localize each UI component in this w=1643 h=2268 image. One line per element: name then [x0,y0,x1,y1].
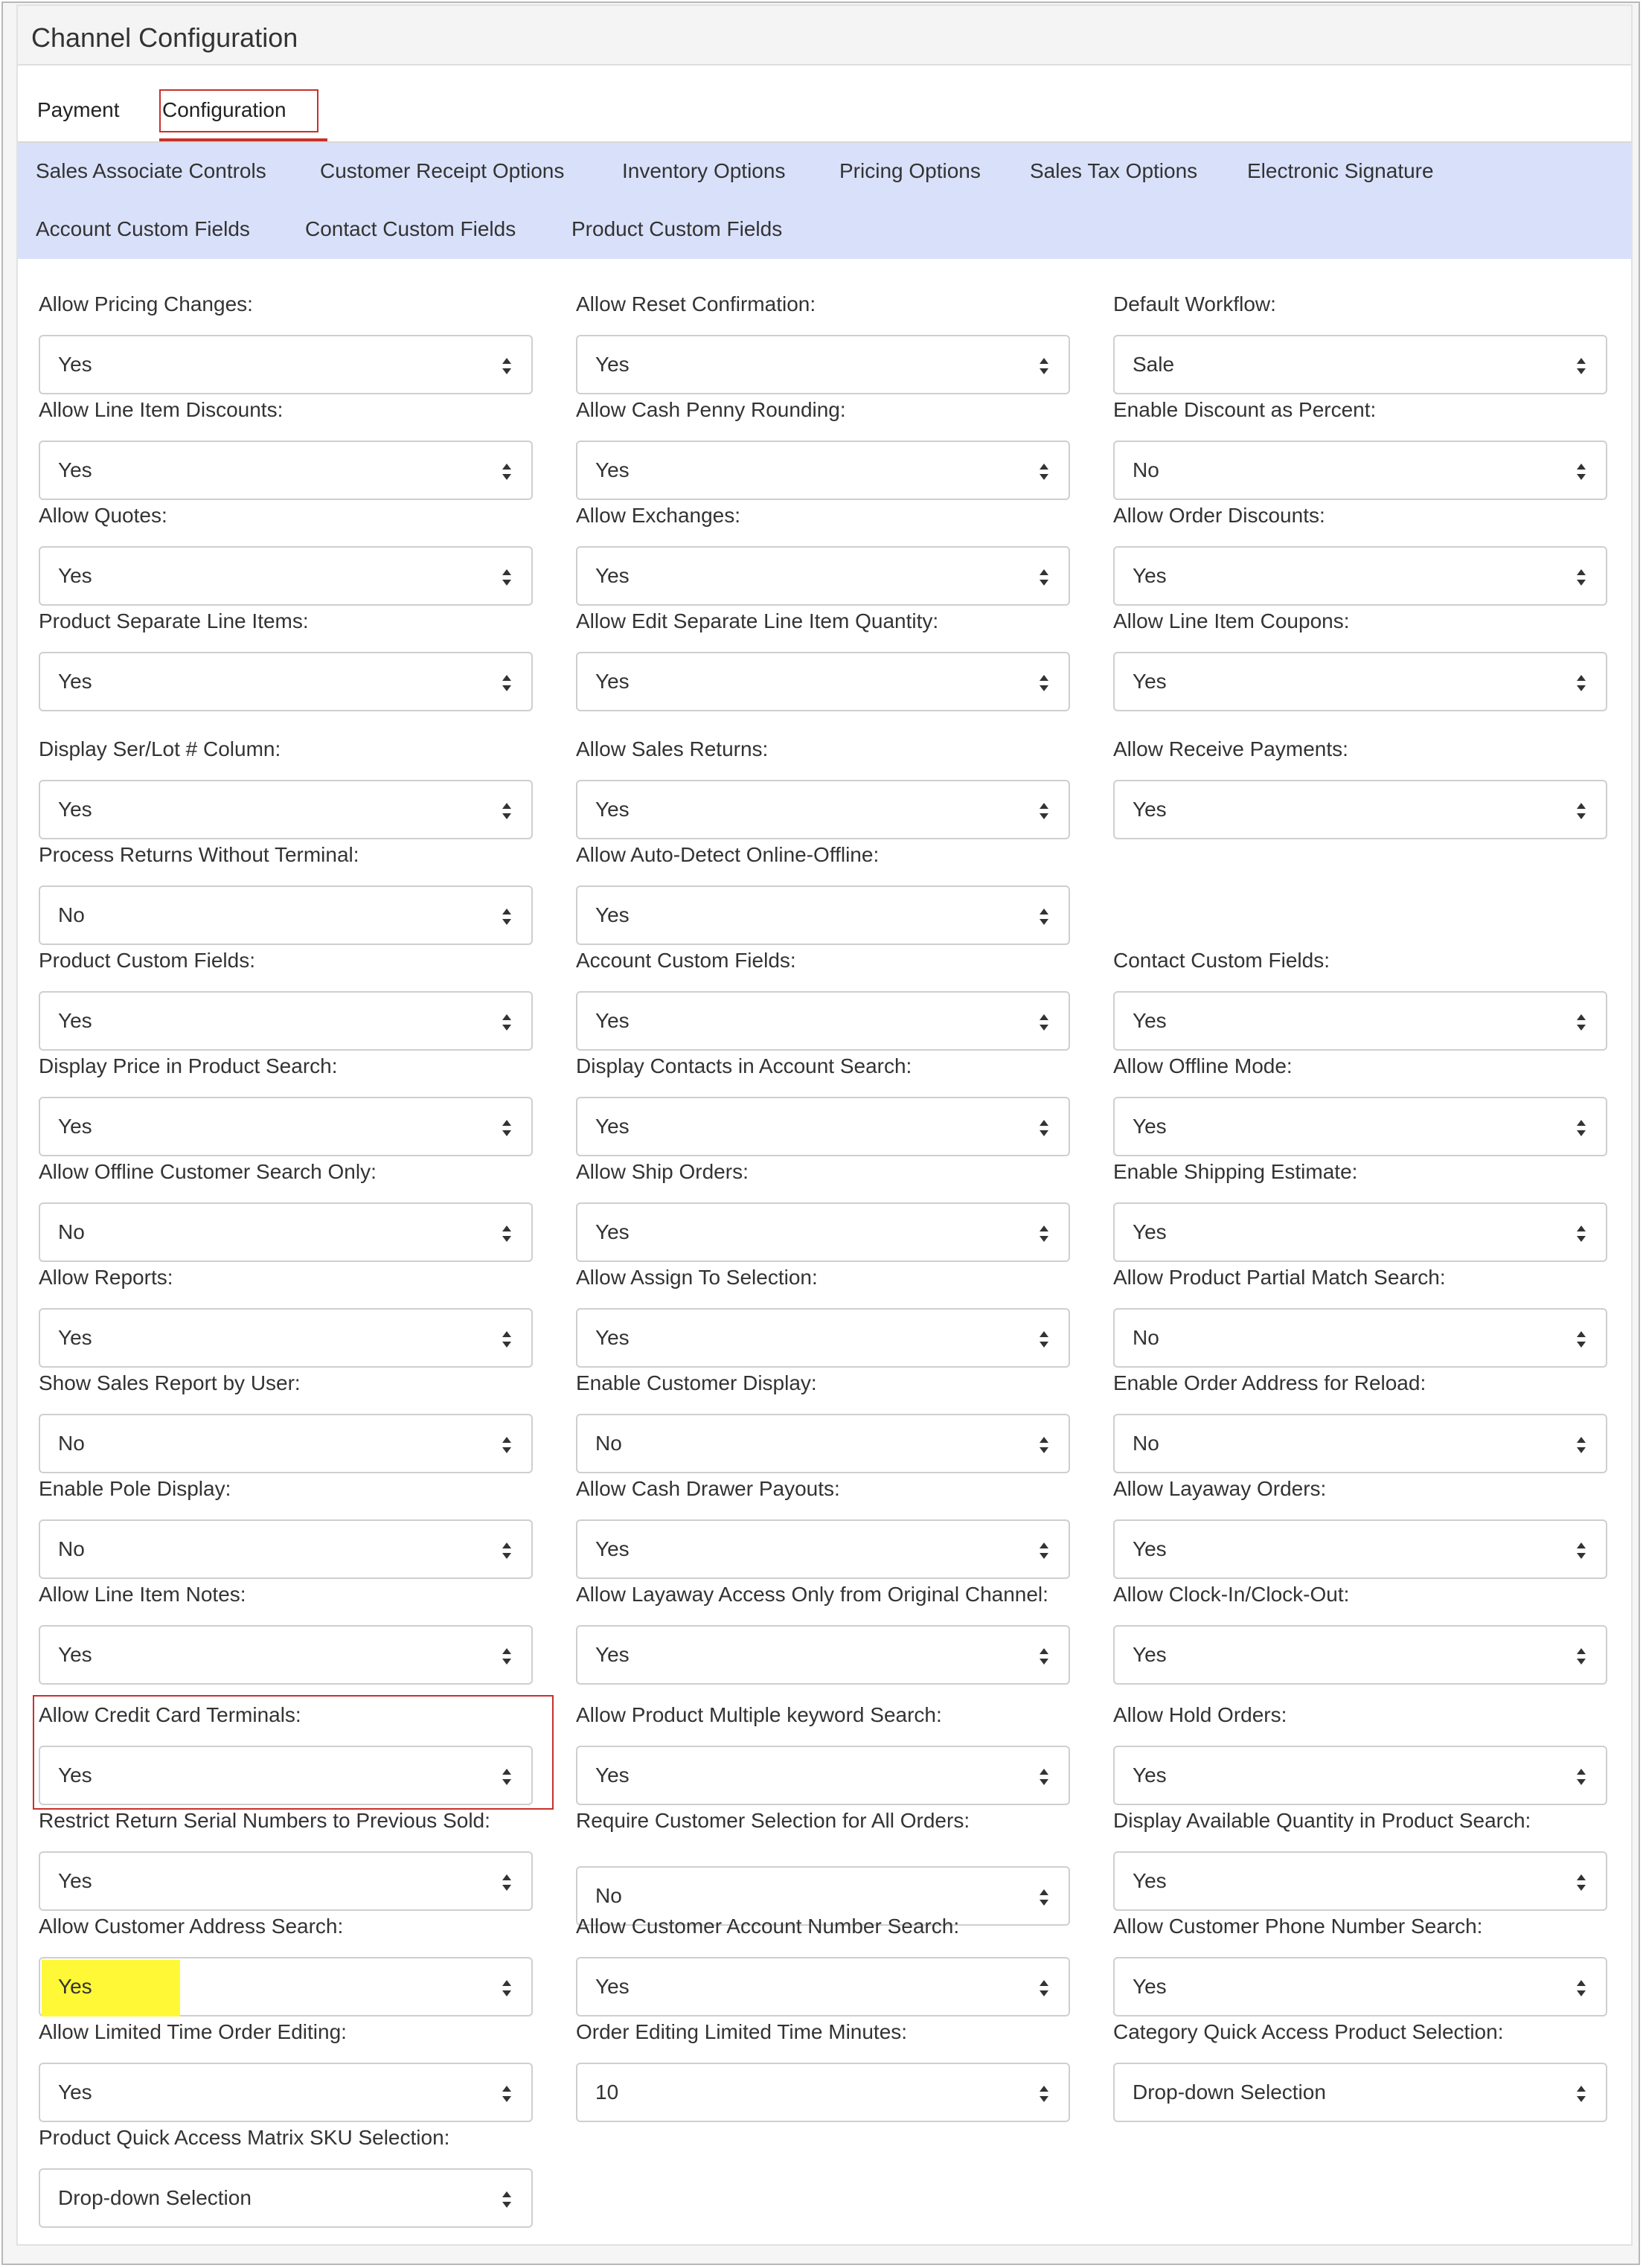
allow-cash-penny-rounding-value: Yes [595,458,630,481]
restrict-return-serial-numbers-to-previous-sold-select[interactable] [39,1851,533,1911]
select-updown-icon [502,1541,512,1560]
display-ser-lot-column-label: Display Ser/Lot # Column: [39,737,281,760]
product-custom-fields-value: Yes [58,1009,92,1032]
select-updown-icon [502,2190,512,2209]
select-updown-icon [1039,673,1049,693]
display-available-quantity-in-product-search-value: Yes [1133,1869,1167,1892]
subnav-sales-tax-options[interactable]: Sales Tax Options [1030,159,1198,182]
select-updown-icon [1576,1013,1586,1032]
allow-layaway-access-only-from-original-channel-select[interactable] [576,1625,1070,1685]
allow-order-discounts-label: Allow Order Discounts: [1113,504,1325,527]
allow-reset-confirmation-select[interactable] [576,335,1070,394]
allow-line-item-discounts-select[interactable] [39,441,533,500]
select-updown-icon [1039,1541,1049,1560]
select-updown-icon [1039,1888,1049,1907]
select-updown-icon [502,1224,512,1243]
allow-layaway-orders-select[interactable] [1113,1519,1607,1579]
require-customer-selection-for-all-orders-label: Require Customer Selection for All Orders: [576,1809,970,1832]
select-updown-icon [1039,907,1049,926]
channel-configuration-panel [16,4,1633,2246]
title-bar [18,6,1631,65]
select-updown-icon [1576,1767,1586,1787]
allow-ship-orders-label: Allow Ship Orders: [576,1160,749,1183]
allow-layaway-access-only-from-original-channel-label: Allow Layaway Access Only from Original Channel: [576,1583,1048,1606]
enable-customer-display-value: No [595,1432,622,1455]
display-contacts-in-account-search-label: Display Contacts in Account Search: [576,1054,912,1077]
allow-sales-returns-value: Yes [595,798,630,821]
allow-edit-separate-line-item-quantity-select[interactable] [576,652,1070,711]
allow-product-multiple-keyword-search-value: Yes [595,1764,630,1787]
restrict-return-serial-numbers-to-previous-sold-value: Yes [58,1869,92,1892]
display-price-in-product-search-select[interactable] [39,1097,533,1156]
allow-product-partial-match-search-value: No [1133,1326,1159,1349]
allow-hold-orders-select[interactable] [1113,1746,1607,1805]
select-updown-icon [1576,801,1586,821]
select-updown-icon [1576,2084,1586,2104]
select-updown-icon [502,462,512,481]
order-editing-limited-time-minutes-value: 10 [595,2080,619,2104]
product-separate-line-items-label: Product Separate Line Items: [39,609,309,632]
subnav-electronic-signature[interactable]: Electronic Signature [1247,159,1434,182]
allow-customer-account-number-search-value: Yes [595,1975,630,1998]
allow-clock-in-clock-out-select[interactable] [1113,1625,1607,1685]
contact-custom-fields-select[interactable] [1113,991,1607,1051]
allow-layaway-orders-value: Yes [1133,1537,1167,1560]
select-updown-icon [1576,1979,1586,1998]
order-editing-limited-time-minutes-label: Order Editing Limited Time Minutes: [576,2020,908,2043]
allow-hold-orders-value: Yes [1133,1764,1167,1787]
allow-assign-to-selection-select[interactable] [576,1308,1070,1368]
select-updown-icon [1039,1767,1049,1787]
display-price-in-product-search-label: Display Price in Product Search: [39,1054,338,1077]
contact-custom-fields-label: Contact Custom Fields: [1113,949,1330,972]
allow-customer-address-search-select[interactable] [39,1957,533,2016]
default-workflow-value: Sale [1133,353,1175,376]
select-updown-icon [502,1873,512,1892]
allow-offline-customer-search-only-label: Allow Offline Customer Search Only: [39,1160,377,1183]
select-updown-icon [502,1979,512,1998]
select-updown-icon [1576,1541,1586,1560]
allow-limited-time-order-editing-select[interactable] [39,2063,533,2122]
allow-customer-account-number-search-select[interactable] [576,1957,1070,2016]
allow-exchanges-value: Yes [595,564,630,587]
select-updown-icon [1576,673,1586,693]
allow-reset-confirmation-value: Yes [595,353,630,376]
enable-discount-as-percent-label: Enable Discount as Percent: [1113,398,1377,421]
allow-offline-mode-label: Allow Offline Mode: [1113,1054,1293,1077]
select-updown-icon [1039,1224,1049,1243]
display-available-quantity-in-product-search-label: Display Available Quantity in Product Search: [1113,1809,1531,1832]
contact-custom-fields-value: Yes [1133,1009,1167,1032]
allow-limited-time-order-editing-label: Allow Limited Time Order Editing: [39,2020,347,2043]
enable-shipping-estimate-select[interactable] [1113,1202,1607,1262]
select-updown-icon [1039,1013,1049,1032]
select-updown-icon [1576,356,1586,376]
allow-line-item-notes-value: Yes [58,1643,92,1666]
select-updown-icon [1576,1435,1586,1455]
subnav-product-custom-fields[interactable]: Product Custom Fields [571,217,783,240]
product-quick-access-matrix-sku-selection-label: Product Quick Access Matrix SKU Selection: [39,2126,450,2149]
enable-discount-as-percent-select[interactable] [1113,441,1607,500]
select-updown-icon [502,1647,512,1666]
allow-edit-separate-line-item-quantity-label: Allow Edit Separate Line Item Quantity: [576,609,939,632]
select-updown-icon [1039,1118,1049,1138]
allow-quotes-select[interactable] [39,546,533,606]
allow-product-partial-match-search-label: Allow Product Partial Match Search: [1113,1266,1446,1289]
select-updown-icon [502,801,512,821]
allow-quotes-label: Allow Quotes: [39,504,167,527]
default-workflow-label: Default Workflow: [1113,292,1276,315]
select-updown-icon [1039,801,1049,821]
allow-order-discounts-value: Yes [1133,564,1167,587]
default-workflow-select[interactable] [1113,335,1607,394]
allow-clock-in-clock-out-value: Yes [1133,1643,1167,1666]
allow-quotes-value: Yes [58,564,92,587]
category-quick-access-product-selection-label: Category Quick Access Product Selection: [1113,2020,1504,2043]
require-customer-selection-for-all-orders-value: No [595,1884,622,1907]
display-available-quantity-in-product-search-select[interactable] [1113,1851,1607,1911]
display-ser-lot-column-select[interactable] [39,780,533,839]
process-returns-without-terminal-label: Process Returns Without Terminal: [39,843,359,866]
tab-configuration[interactable]: Configuration [162,98,286,121]
allow-pricing-changes-label: Allow Pricing Changes: [39,292,253,315]
process-returns-without-terminal-value: No [58,903,85,926]
select-updown-icon [502,1330,512,1349]
category-quick-access-product-selection-select[interactable] [1113,2063,1607,2122]
display-contacts-in-account-search-select[interactable] [576,1097,1070,1156]
allow-receive-payments-value: Yes [1133,798,1167,821]
account-custom-fields-value: Yes [595,1009,630,1032]
allow-product-multiple-keyword-search-label: Allow Product Multiple keyword Search: [576,1703,942,1726]
enable-shipping-estimate-label: Enable Shipping Estimate: [1113,1160,1358,1183]
allow-product-multiple-keyword-search-select[interactable] [576,1746,1070,1805]
select-updown-icon [502,907,512,926]
allow-cash-drawer-payouts-value: Yes [595,1537,630,1560]
enable-order-address-for-reload-value: No [1133,1432,1159,1455]
allow-pricing-changes-select[interactable] [39,335,533,394]
product-quick-access-matrix-sku-selection-select[interactable] [39,2168,533,2228]
allow-pricing-changes-value: Yes [58,353,92,376]
allow-receive-payments-label: Allow Receive Payments: [1113,737,1348,760]
allow-reports-value: Yes [58,1326,92,1349]
credit-card-terminals-highlight [33,1695,554,1810]
enable-discount-as-percent-value: No [1133,458,1159,481]
select-updown-icon [1039,1330,1049,1349]
select-updown-icon [1576,1118,1586,1138]
select-updown-icon [502,1118,512,1138]
allow-assign-to-selection-value: Yes [595,1326,630,1349]
select-updown-icon [502,356,512,376]
allow-reports-label: Allow Reports: [39,1266,173,1289]
allow-sales-returns-label: Allow Sales Returns: [576,737,769,760]
allow-assign-to-selection-label: Allow Assign To Selection: [576,1266,818,1289]
show-sales-report-by-user-label: Show Sales Report by User: [39,1371,301,1394]
allow-line-item-discounts-value: Yes [58,458,92,481]
allow-exchanges-label: Allow Exchanges: [576,504,741,527]
select-updown-icon [502,1435,512,1455]
enable-customer-display-select[interactable] [576,1414,1070,1473]
select-updown-icon [1576,1224,1586,1243]
enable-pole-display-label: Enable Pole Display: [39,1477,231,1500]
subnav-contact-custom-fields[interactable]: Contact Custom Fields [305,217,516,240]
select-updown-icon [1039,356,1049,376]
allow-cash-drawer-payouts-label: Allow Cash Drawer Payouts: [576,1477,840,1500]
enable-pole-display-select[interactable] [39,1519,533,1579]
account-custom-fields-select[interactable] [576,991,1070,1051]
allow-cash-penny-rounding-label: Allow Cash Penny Rounding: [576,398,846,421]
allow-auto-detect-online-offline-select[interactable] [576,885,1070,945]
select-updown-icon [1039,2084,1049,2104]
select-updown-icon [1039,568,1049,587]
display-ser-lot-column-value: Yes [58,798,92,821]
allow-cash-penny-rounding-select[interactable] [576,441,1070,500]
allow-reset-confirmation-label: Allow Reset Confirmation: [576,292,816,315]
allow-line-item-discounts-label: Allow Line Item Discounts: [39,398,284,421]
page-title: Channel Configuration [31,22,298,53]
show-sales-report-by-user-select[interactable] [39,1414,533,1473]
allow-auto-detect-online-offline-value: Yes [595,903,630,926]
subnav-sales-associate-controls[interactable]: Sales Associate Controls [36,159,266,182]
display-price-in-product-search-value: Yes [58,1115,92,1138]
allow-layaway-access-only-from-original-channel-value: Yes [595,1643,630,1666]
select-updown-icon [1576,568,1586,587]
enable-shipping-estimate-value: Yes [1133,1220,1167,1243]
allow-product-partial-match-search-select[interactable] [1113,1308,1607,1368]
allow-offline-mode-value: Yes [1133,1115,1167,1138]
product-custom-fields-label: Product Custom Fields: [39,949,255,972]
display-contacts-in-account-search-value: Yes [595,1115,630,1138]
allow-line-item-notes-label: Allow Line Item Notes: [39,1583,246,1606]
enable-order-address-for-reload-select[interactable] [1113,1414,1607,1473]
select-updown-icon [502,673,512,693]
subnav-account-custom-fields[interactable]: Account Custom Fields [36,217,250,240]
restrict-return-serial-numbers-to-previous-sold-label: Restrict Return Serial Numbers to Previous Sold: [39,1809,490,1832]
allow-line-item-coupons-select[interactable] [1113,652,1607,711]
select-updown-icon [1039,1979,1049,1998]
allow-line-item-coupons-label: Allow Line Item Coupons: [1113,609,1350,632]
allow-ship-orders-select[interactable] [576,1202,1070,1262]
select-updown-icon [502,568,512,587]
allow-sales-returns-select[interactable] [576,780,1070,839]
subnav-customer-receipt-options[interactable]: Customer Receipt Options [320,159,565,182]
select-updown-icon [1039,462,1049,481]
select-updown-icon [502,2084,512,2104]
allow-customer-phone-number-search-value: Yes [1133,1975,1167,1998]
category-quick-access-product-selection-value: Drop-down Selection [1133,2080,1326,2104]
enable-customer-display-label: Enable Customer Display: [576,1371,817,1394]
allow-clock-in-clock-out-label: Allow Clock-In/Clock-Out: [1113,1583,1350,1606]
allow-customer-phone-number-search-label: Allow Customer Phone Number Search: [1113,1915,1483,1938]
allow-customer-phone-number-search-select[interactable] [1113,1957,1607,2016]
product-custom-fields-select[interactable] [39,991,533,1051]
product-quick-access-matrix-sku-selection-value: Drop-down Selection [58,2186,252,2209]
allow-offline-customer-search-only-value: No [58,1220,85,1243]
allow-hold-orders-label: Allow Hold Orders: [1113,1703,1287,1726]
allow-customer-address-search-label: Allow Customer Address Search: [39,1915,344,1938]
tab-payment[interactable]: Payment [37,98,120,121]
enable-pole-display-value: No [58,1537,85,1560]
allow-limited-time-order-editing-value: Yes [58,2080,92,2104]
allow-order-discounts-select[interactable] [1113,546,1607,606]
allow-offline-customer-search-only-select[interactable] [39,1202,533,1262]
select-updown-icon [1039,1647,1049,1666]
allow-receive-payments-select[interactable] [1113,780,1607,839]
subnav-inventory-options[interactable]: Inventory Options [622,159,786,182]
allow-credit-card-terminals-label: Allow Credit Card Terminals: [39,1703,301,1726]
allow-edit-separate-line-item-quantity-value: Yes [595,670,630,693]
subnav-pricing-options[interactable]: Pricing Options [839,159,981,182]
allow-layaway-orders-label: Allow Layaway Orders: [1113,1477,1327,1500]
allow-credit-card-terminals-value: Yes [58,1764,92,1787]
select-updown-icon [1576,1647,1586,1666]
product-separate-line-items-value: Yes [58,670,92,693]
enable-order-address-for-reload-label: Enable Order Address for Reload: [1113,1371,1426,1394]
account-custom-fields-label: Account Custom Fields: [576,949,796,972]
process-returns-without-terminal-select[interactable] [39,885,533,945]
product-separate-line-items-select[interactable] [39,652,533,711]
show-sales-report-by-user-value: No [58,1432,85,1455]
allow-offline-mode-select[interactable] [1113,1097,1607,1156]
section-subnav [18,143,1631,259]
allow-line-item-coupons-value: Yes [1133,670,1167,693]
window-frame [1,1,1640,2265]
select-updown-icon [1039,1435,1049,1455]
allow-customer-address-search-value: Yes [58,1975,92,1998]
allow-line-item-notes-select[interactable] [39,1625,533,1685]
allow-cash-drawer-payouts-select[interactable] [576,1519,1070,1579]
order-editing-limited-time-minutes-select[interactable] [576,2063,1070,2122]
select-updown-icon [1576,1873,1586,1892]
allow-auto-detect-online-offline-label: Allow Auto-Detect Online-Offline: [576,843,880,866]
select-updown-icon [1576,1330,1586,1349]
allow-reports-select[interactable] [39,1308,533,1368]
allow-exchanges-select[interactable] [576,546,1070,606]
select-updown-icon [1576,462,1586,481]
select-updown-icon [502,1013,512,1032]
allow-ship-orders-value: Yes [595,1220,630,1243]
allow-customer-account-number-search-label: Allow Customer Account Number Search: [576,1915,960,1938]
